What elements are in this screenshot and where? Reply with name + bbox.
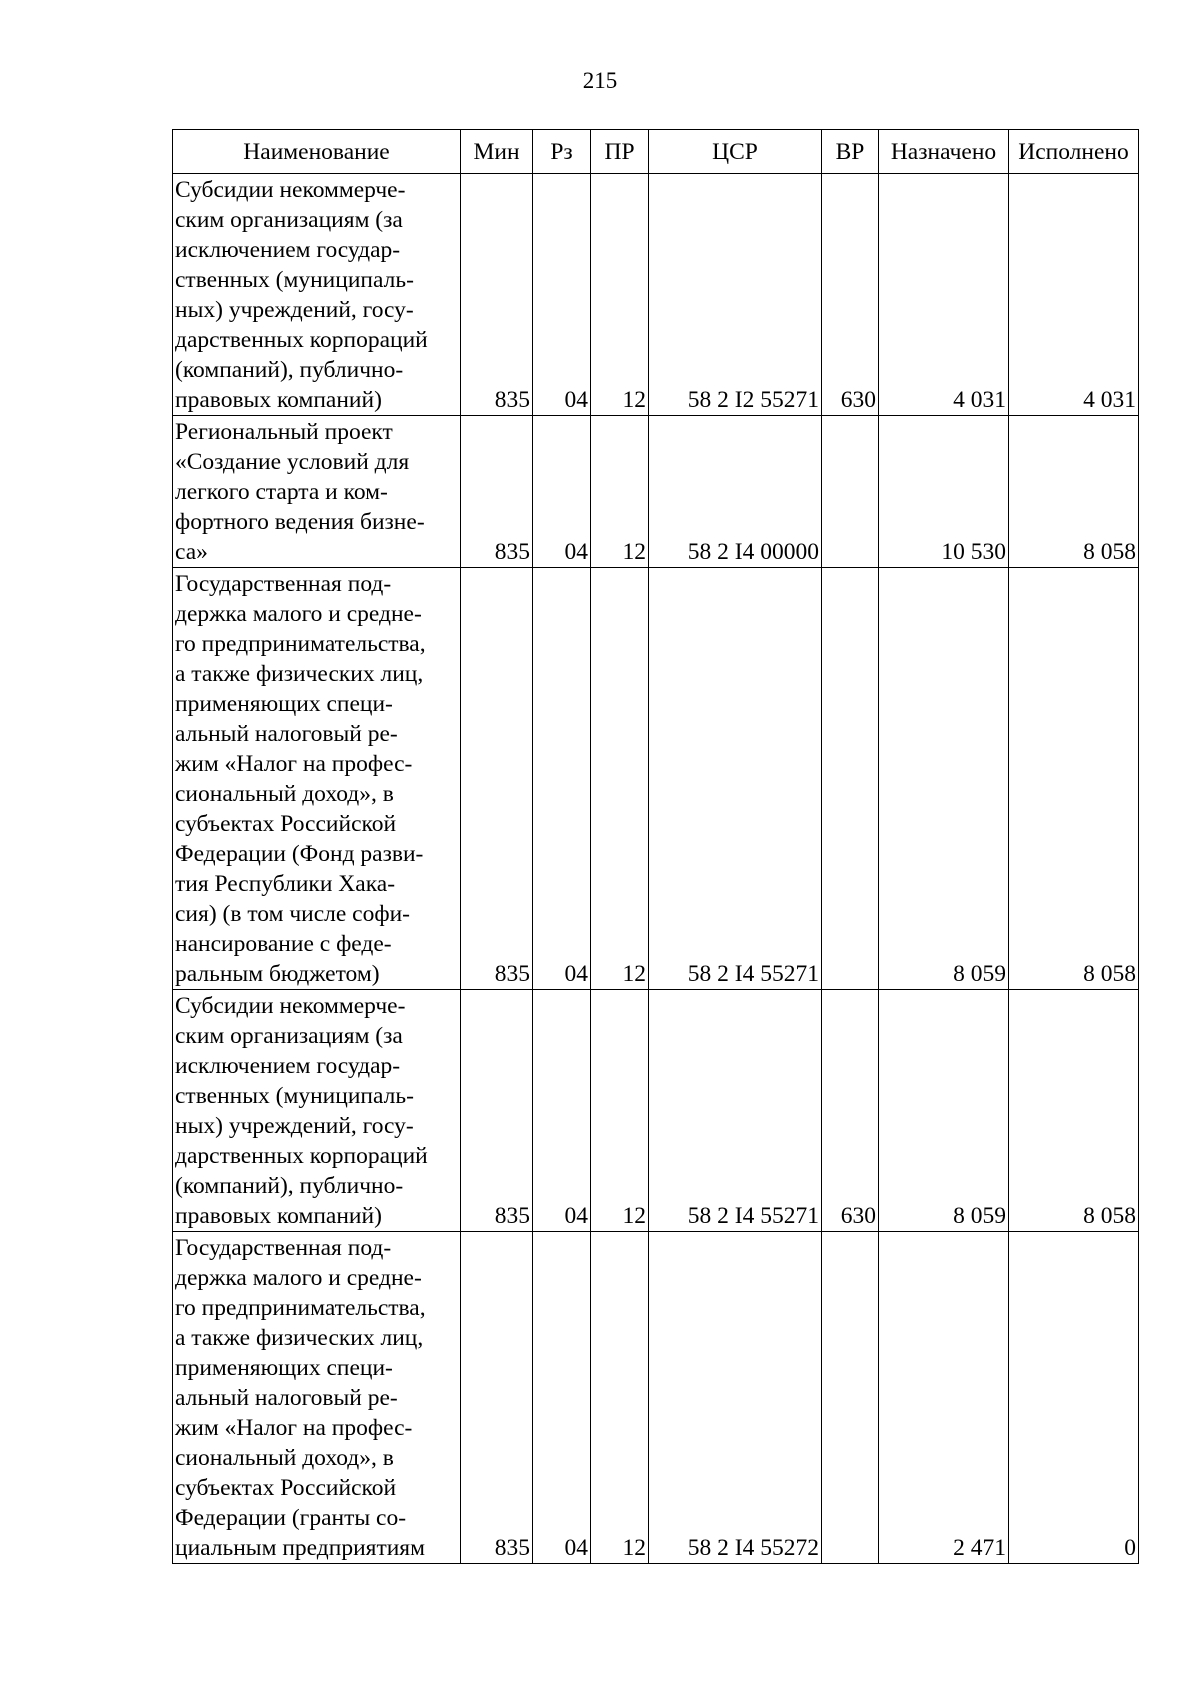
row-name-cell: Субсидии некоммерче- ским организациям (за исключением государ- ственных (муниципаль- ных) учреждений, госу- дарственных корпораций (компаний), публично- правовых компаний) bbox=[173, 990, 461, 1232]
row-executed-cell: 0 bbox=[1009, 1232, 1139, 1564]
row-pr-cell: 12 bbox=[591, 416, 649, 568]
row-executed-cell: 8 058 bbox=[1009, 568, 1139, 990]
row-csr-cell: 58 2 I2 55271 bbox=[649, 174, 822, 416]
row-name-cell: Государственная под- держка малого и средне- го предпринимательства, а также физических лиц, применяющих специ- альный налоговый ре- жим «Налог на профес- сиональный доход», в субъектах Российской Федерации (Фонд разви- тия Республики Хака- сия) (в том числе софи- нансирование с феде- ральным бюджетом) bbox=[173, 568, 461, 990]
row-executed-cell: 4 031 bbox=[1009, 174, 1139, 416]
row-csr-cell: 58 2 I4 00000 bbox=[649, 416, 822, 568]
row-vr-cell bbox=[822, 416, 879, 568]
header-executed: Исполнено bbox=[1009, 130, 1139, 174]
row-assigned-cell: 2 471 bbox=[879, 1232, 1009, 1564]
row-name-cell: Региональный проект «Создание условий для легкого старта и ком- фортного ведения бизне- са» bbox=[173, 416, 461, 568]
row-min-cell: 835 bbox=[461, 174, 533, 416]
header-rz: Рз bbox=[533, 130, 591, 174]
header-vr: ВР bbox=[822, 130, 879, 174]
header-csr: ЦСР bbox=[649, 130, 822, 174]
table-row bbox=[173, 1232, 1139, 1564]
row-executed-cell: 8 058 bbox=[1009, 416, 1139, 568]
row-rz-cell: 04 bbox=[533, 1232, 591, 1564]
table-header-row bbox=[173, 130, 1139, 174]
row-min-cell: 835 bbox=[461, 990, 533, 1232]
row-vr-cell bbox=[822, 1232, 879, 1564]
table-row bbox=[173, 568, 1139, 990]
row-csr-cell: 58 2 I4 55271 bbox=[649, 568, 822, 990]
header-min: Мин bbox=[461, 130, 533, 174]
header-name: Наименование bbox=[173, 130, 461, 174]
row-pr-cell: 12 bbox=[591, 174, 649, 416]
row-rz-cell: 04 bbox=[533, 568, 591, 990]
row-pr-cell: 12 bbox=[591, 568, 649, 990]
row-vr-cell: 630 bbox=[822, 990, 879, 1232]
row-rz-cell: 04 bbox=[533, 174, 591, 416]
row-name-cell: Субсидии некоммерче- ским организациям (за исключением государ- ственных (муниципаль- ных) учреждений, госу- дарственных корпораций (компаний), публично- правовых компаний) bbox=[173, 174, 461, 416]
table-row bbox=[173, 174, 1139, 416]
row-min-cell: 835 bbox=[461, 568, 533, 990]
row-assigned-cell: 8 059 bbox=[879, 568, 1009, 990]
row-name-cell: Государственная под- держка малого и средне- го предпринимательства, а также физических лиц, применяющих специ- альный налоговый ре- жим «Налог на профес- сиональный доход», в субъектах Российской Федерации (гранты со- циальным предприятиям bbox=[173, 1232, 461, 1564]
row-assigned-cell: 8 059 bbox=[879, 990, 1009, 1232]
row-csr-cell: 58 2 I4 55272 bbox=[649, 1232, 822, 1564]
row-pr-cell: 12 bbox=[591, 990, 649, 1232]
row-rz-cell: 04 bbox=[533, 990, 591, 1232]
row-min-cell: 835 bbox=[461, 1232, 533, 1564]
row-vr-cell: 630 bbox=[822, 174, 879, 416]
row-vr-cell bbox=[822, 568, 879, 990]
row-rz-cell: 04 bbox=[533, 416, 591, 568]
row-pr-cell: 12 bbox=[591, 1232, 649, 1564]
row-csr-cell: 58 2 I4 55271 bbox=[649, 990, 822, 1232]
row-assigned-cell: 10 530 bbox=[879, 416, 1009, 568]
row-min-cell: 835 bbox=[461, 416, 533, 568]
row-executed-cell: 8 058 bbox=[1009, 990, 1139, 1232]
table-row bbox=[173, 990, 1139, 1232]
header-pr: ПР bbox=[591, 130, 649, 174]
table-row bbox=[173, 416, 1139, 568]
budget-table bbox=[172, 129, 1139, 1564]
row-assigned-cell: 4 031 bbox=[879, 174, 1009, 416]
page-number: 215 bbox=[582, 68, 618, 93]
header-assigned: Назначено bbox=[879, 130, 1009, 174]
